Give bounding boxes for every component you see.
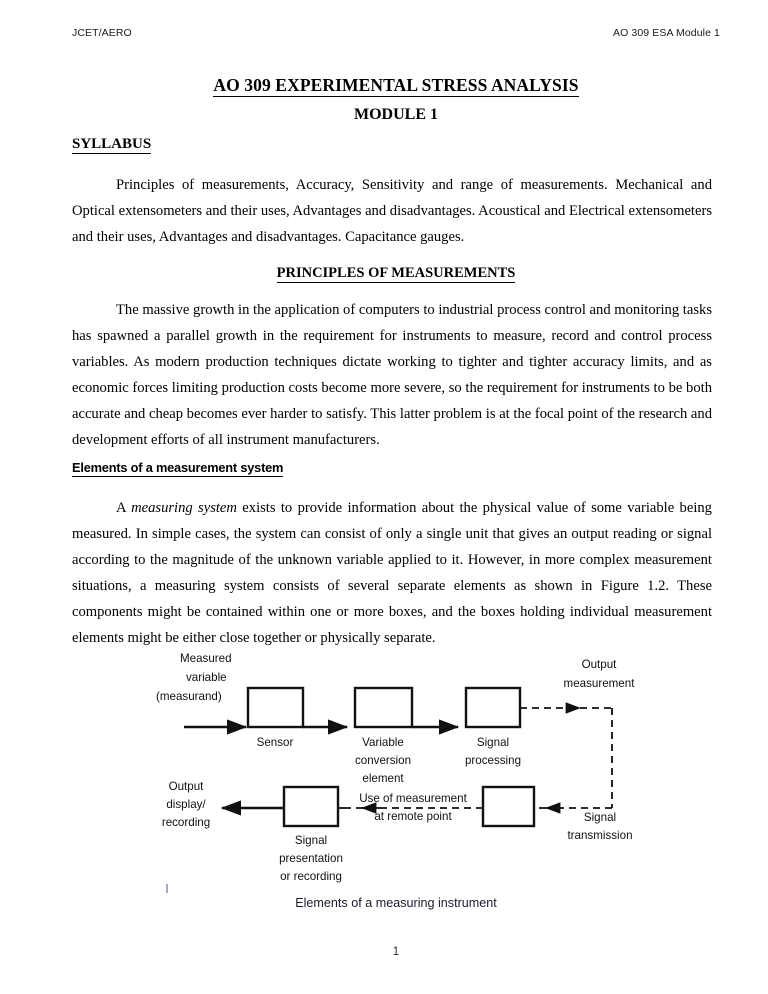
- document-title-text: AO 309 EXPERIMENTAL STRESS ANALYSIS: [213, 75, 579, 95]
- page-number: 1: [392, 946, 400, 958]
- principles-heading-text: PRINCIPLES OF MEASUREMENTS: [276, 265, 516, 281]
- scan-artifact-mark: [166, 884, 168, 893]
- header-right-text: AO 309 ESA Module 1: [613, 27, 720, 39]
- vce-label-line1: Variable: [362, 736, 404, 749]
- input-label-line2: variable: [186, 671, 227, 684]
- signal-processing-block: [466, 688, 520, 727]
- running-header: [72, 27, 720, 39]
- input-label-line1: Measured: [180, 652, 232, 665]
- output-measurement-label-line2: measurement: [563, 677, 635, 690]
- elements-paragraph-part2: exists to provide information about the physical value of some variable being measured. In simple cases, the system can consist of only a single unit that gives an output reading or signal according to the magnitude of the unknown variable applied to it. However, in more complex measurement situations, a measuring system consists of several separate elements as shown in Figure 1.2. These components might be contained within one or more boxes, and the boxes holding individual measurement elements might be either close together or physically separate.: [72, 500, 712, 646]
- elements-subheading-text: Elements of a measurement system: [72, 460, 284, 475]
- output-measurement-label-line1: Output: [581, 658, 617, 671]
- principles-paragraph: The massive growth in the application of computers to industrial process control and monitoring tasks has spawned a parallel growth in the requirement for instruments to measure, record and control process variables. As modern production techniques dictate working to tighter and tighter accuracy limits, and as economic forces limiting production costs become more severe, so the requirement for instruments to be both accurate and cheap becomes ever harder to satisfy. This latter problem is at the focal point of the research and development efforts of all instrument manufacturers.: [72, 302, 712, 448]
- vce-label-line3: element: [362, 772, 404, 785]
- output-display-label-line2: display/: [166, 798, 206, 811]
- signal-processing-label-line1: Signal: [476, 736, 510, 749]
- document-title: [72, 75, 720, 96]
- signal-transmission-label-line1: Signal: [583, 811, 617, 824]
- signal-processing-label-line2: processing: [464, 754, 522, 767]
- header-left-text: JCET/AERO: [72, 27, 132, 39]
- input-label-line3: (measurand): [156, 690, 222, 703]
- syllabus-paragraph: Principles of measurements, Accuracy, Sensitivity and range of measurements. Mechanical and Optical extensometers and their uses, Advantages and disadvantages. Acoustical and Electrical extensometers and their uses, Advantages and disadvantages. Capacitance gauges.: [72, 177, 712, 245]
- signal-presentation-label-line2: presentation: [279, 852, 343, 865]
- output-display-label-line1: Output: [168, 780, 204, 793]
- elements-paragraph-italic: measuring system: [131, 500, 237, 516]
- document-subtitle: MODULE 1: [354, 106, 438, 123]
- principles-heading: [72, 265, 720, 282]
- measurement-system-block-diagram: [150, 650, 650, 920]
- use-of-measurement-label-line2: at remote point: [374, 810, 452, 823]
- signal-transmission-label-line2: transmission: [567, 829, 633, 842]
- sensor-label: Sensor: [256, 736, 294, 749]
- use-of-measurement-label-line1: Use of measurement: [359, 792, 467, 805]
- figure-caption: Elements of a measuring instrument: [295, 896, 497, 910]
- vce-label-line2: conversion: [354, 754, 412, 767]
- syllabus-heading: [72, 136, 151, 153]
- syllabus-heading-text: SYLLABUS: [72, 136, 152, 152]
- elements-subheading: [72, 460, 283, 475]
- signal-presentation-label-line3: or recording: [280, 870, 342, 883]
- elements-paragraph-part1: A: [116, 500, 132, 516]
- remote-receiver-block: [483, 787, 534, 826]
- signal-presentation-label-line1: Signal: [294, 834, 328, 847]
- sensor-block: [248, 688, 303, 727]
- elements-paragraph: [72, 495, 712, 651]
- signal-presentation-block: [284, 787, 338, 826]
- output-display-label-line3: recording: [161, 816, 211, 829]
- variable-conversion-element-block: [355, 688, 412, 727]
